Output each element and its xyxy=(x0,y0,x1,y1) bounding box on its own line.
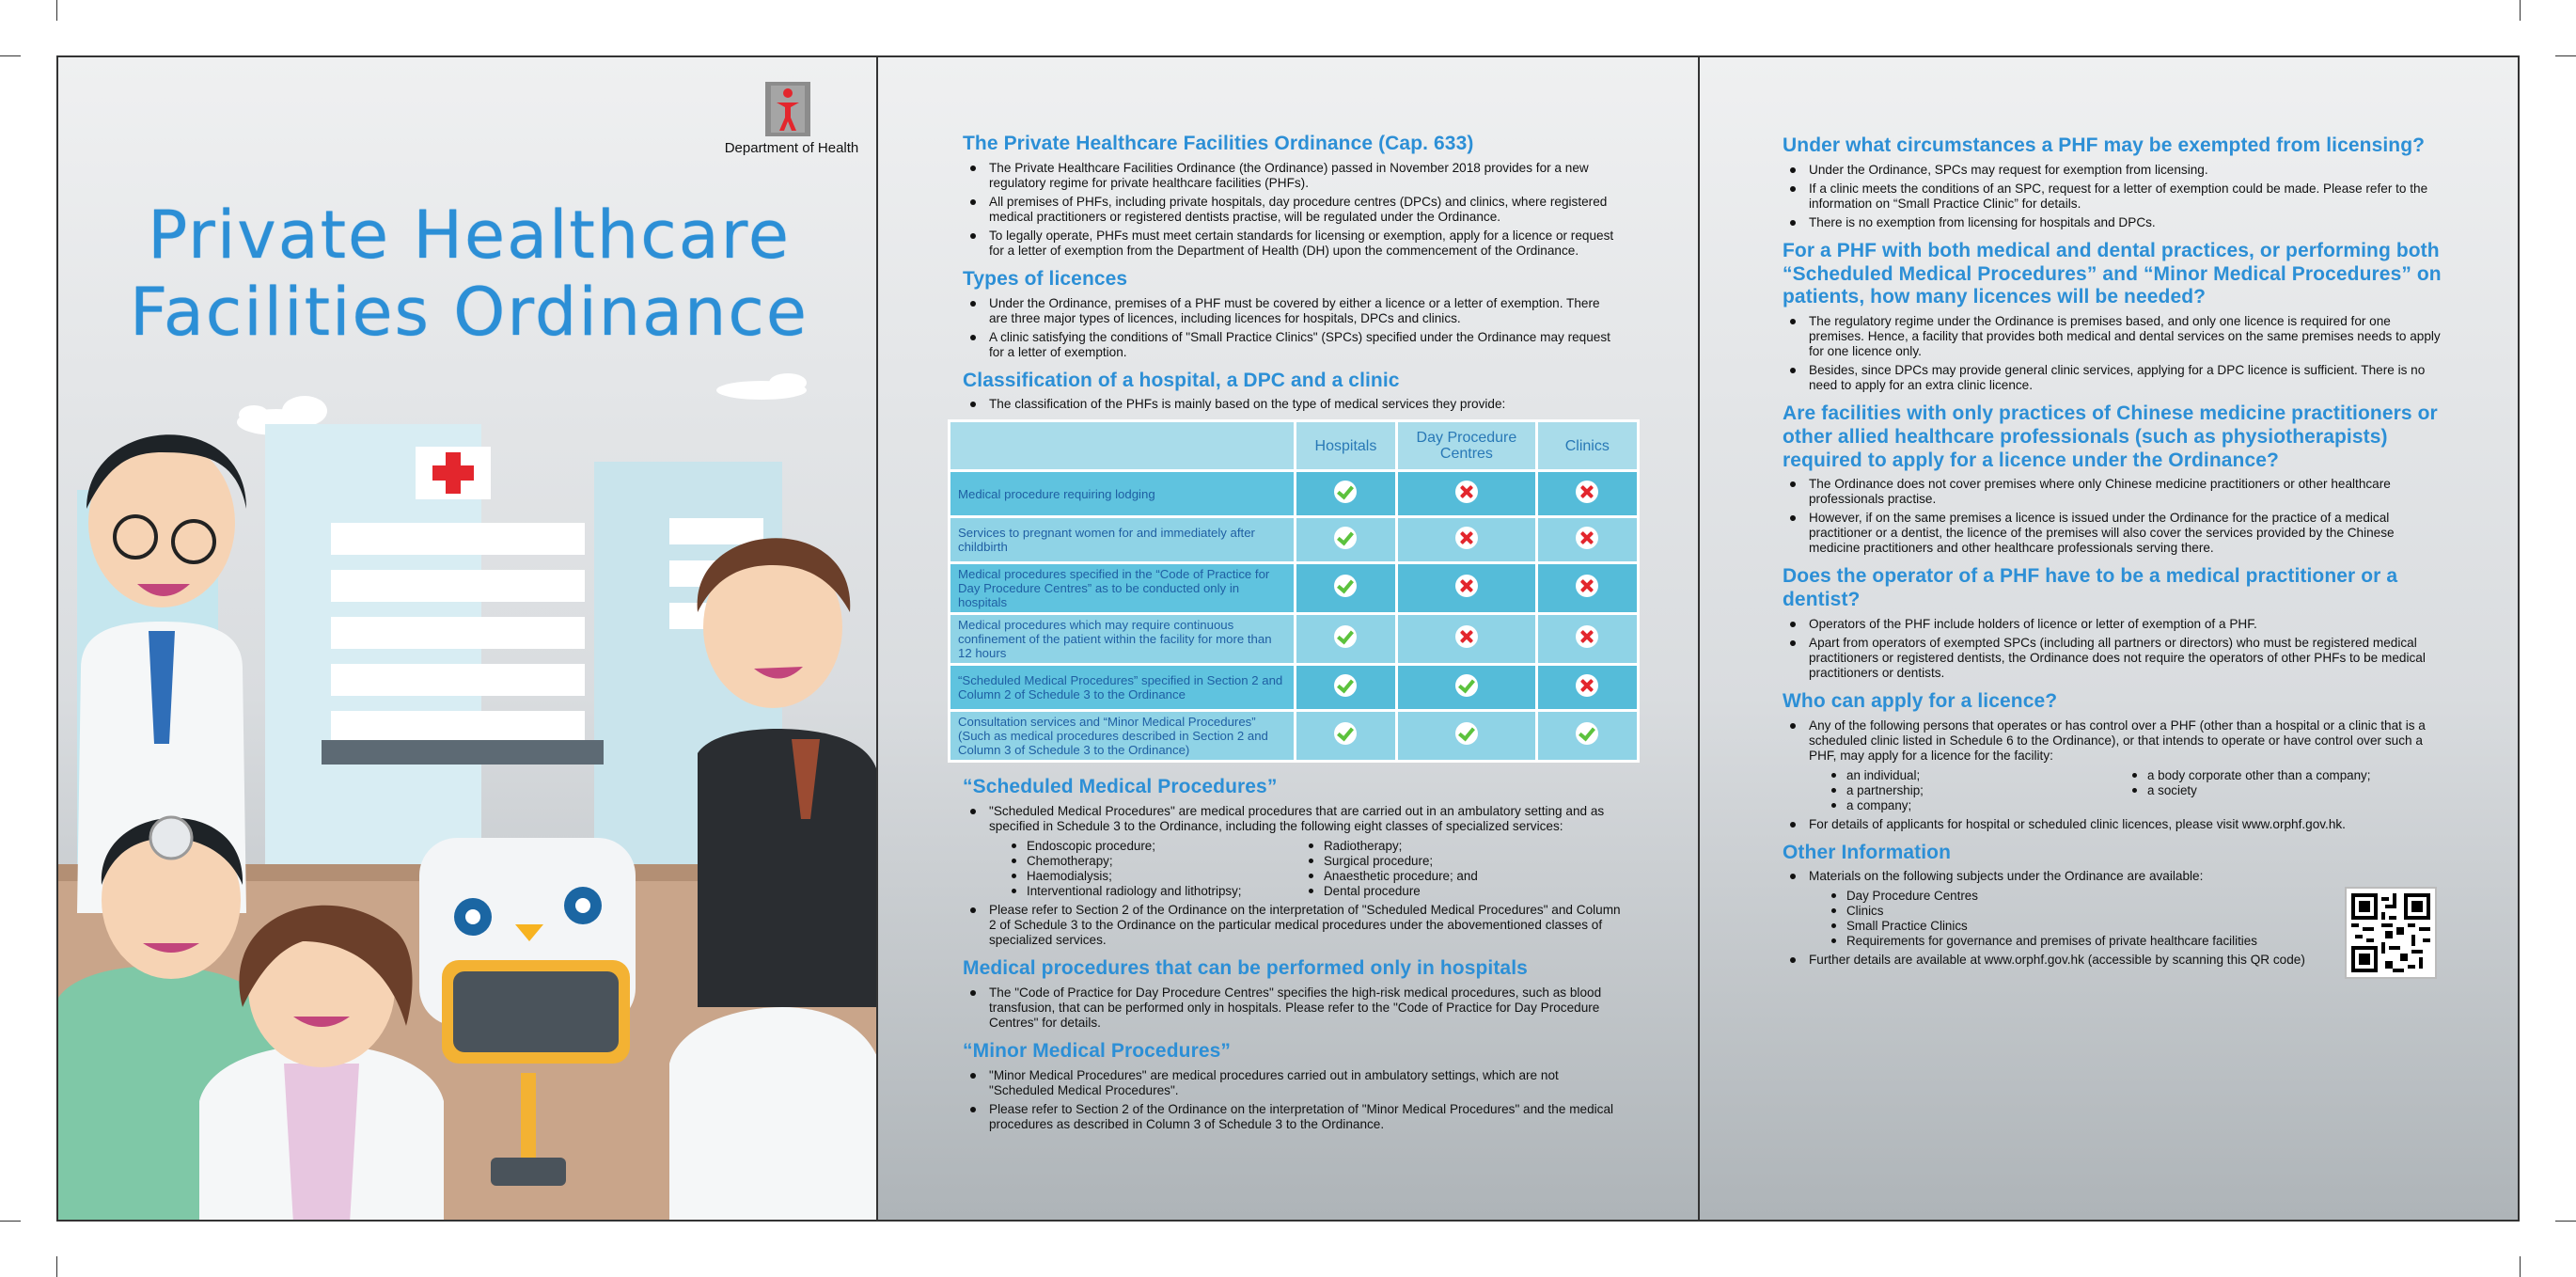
list-item: Apart from operators of exempted SPCs (including all partners or directors) who must be registered medical practitioners or registered dentists, the Ordinance does not require the operators of other PHFs to be medical practitioners or dentists. xyxy=(1809,636,2446,681)
check-icon xyxy=(1334,722,1357,745)
cover-title-line2: Facilities Ordinance xyxy=(130,274,809,351)
table-header-clinics: Clinics xyxy=(1538,422,1637,469)
applicant-type: a partnership; xyxy=(1846,783,2147,798)
section-classification-title: Classification of a hospital, a DPC and a clinic xyxy=(963,369,1400,391)
mark-cell xyxy=(1398,615,1534,663)
mark-cell xyxy=(1296,518,1396,561)
panel-3-content xyxy=(1783,134,2446,971)
list-item: The Private Healthcare Facilities Ordinance (the Ordinance) passed in November 2018 provides for a new regulatory regime for private healthcare facilities (PHFs). xyxy=(989,161,1621,191)
other-information-title: Other Information xyxy=(1783,841,1952,863)
service-class: Anaesthetic procedure; and xyxy=(1324,869,1621,884)
section-hospital-only-list xyxy=(963,985,1621,1031)
row-description: Services to pregnant women for and immediately after childbirth xyxy=(950,518,1294,561)
section-minor-title: “Minor Medical Procedures” xyxy=(963,1039,1232,1062)
section-licences-title: Types of licences xyxy=(963,267,1128,290)
section-minor-list xyxy=(963,1068,1621,1132)
mark-cell xyxy=(1398,666,1534,709)
material-subject: Requirements for governance and premises of private healthcare facilities xyxy=(1846,934,2364,949)
panel-2-content xyxy=(958,133,1621,1136)
check-icon xyxy=(1334,575,1357,597)
section-scheduled-list xyxy=(963,804,1621,948)
section-classification-list xyxy=(963,397,1621,412)
mark-cell xyxy=(1398,518,1534,561)
table-row xyxy=(950,666,1637,709)
panel-3 xyxy=(1698,55,2520,1222)
mark-cell xyxy=(1296,615,1396,663)
applicant-type: a society xyxy=(2147,783,2448,798)
row-description: Consultation services and “Minor Medical Procedures” (Such as medical procedures described in Section 2 and Column 3 of Schedule 3 to the Ordinance) xyxy=(950,712,1294,760)
table-row xyxy=(950,712,1637,760)
applicant-types-list xyxy=(1809,768,2448,813)
table-header-empty xyxy=(950,422,1294,469)
section-ordinance-list xyxy=(963,161,1621,259)
list-item: A clinic satisfying the conditions of "Small Practice Clinics" (SPCs) specified under the Ordinance may request for a letter of exemption. xyxy=(989,330,1621,360)
service-class: Endoscopic procedure; xyxy=(1027,839,1324,854)
list-item: To legally operate, PHFs must meet certain standards for licensing or exemption, apply for a licence or request for a letter of exemption from the Department of Health (DH) upon the commencement of the Ordinance. xyxy=(989,229,1621,259)
list-item: For details of applicants for hospital or scheduled clinic licences, please visit www.orphf.gov.hk. xyxy=(1809,817,2446,832)
cross-icon xyxy=(1455,625,1478,648)
mark-cell xyxy=(1538,564,1637,612)
mark-cell xyxy=(1538,666,1637,709)
q-operator-title: Does the operator of a PHF have to be a medical practitioner or a dentist? xyxy=(1783,565,2398,611)
list-item: However, if on the same premises a licence is issued under the Ordinance for the practice of a medical practitioner or a dentist, the licence of the premises will also cover the services provided by the Chinese medicine practitioners and other healthcare professionals serving there. xyxy=(1809,511,2446,556)
materials-list xyxy=(1809,889,2364,949)
mark-cell xyxy=(1538,615,1637,663)
list-item: Besides, since DPCs may provide general clinic services, applying for a DPC licence is sufficient. There is no need to apply for an extra clinic licence. xyxy=(1809,363,2446,393)
cover-panel xyxy=(56,55,878,1222)
cross-icon xyxy=(1455,527,1478,549)
check-icon xyxy=(1455,674,1478,697)
classification-table xyxy=(948,419,1640,763)
cross-icon xyxy=(1576,674,1598,697)
mark-cell xyxy=(1296,472,1396,515)
list-item: Please refer to Section 2 of the Ordinance on the interpretation of "Minor Medical Procedures" and the medical procedures as described in Column 3 of Schedule 3 to the Ordinance. xyxy=(989,1102,1621,1132)
list-item: Under the Ordinance, premises of a PHF must be covered by either a licence or a letter of exemption. There are three major types of licences, including licences for hospitals, DPCs and clinics. xyxy=(989,296,1621,326)
cross-icon xyxy=(1576,481,1598,503)
cross-icon xyxy=(1455,481,1478,503)
mark-cell xyxy=(1398,712,1534,760)
qr-code-icon xyxy=(2351,893,2430,972)
cover-illustration xyxy=(58,349,878,1222)
service-class: Haemodialysis; xyxy=(1027,869,1324,884)
department-of-health-logo xyxy=(765,82,810,136)
table-header-row xyxy=(950,422,1637,469)
table-row xyxy=(950,472,1637,515)
check-icon xyxy=(1334,625,1357,648)
list-item xyxy=(1809,869,2364,949)
q-operator-list xyxy=(1783,617,2446,681)
mark-cell xyxy=(1538,712,1637,760)
list-item: All premises of PHFs, including private hospitals, day procedure centres (DPCs) and clinics, where registered medical practitioners or registered dentists practise, will be regulated under the Ordinance. xyxy=(989,195,1621,225)
material-subject: Day Procedure Centres xyxy=(1846,889,2364,904)
row-description: Medical procedures which may require continuous confinement of the patient within the facility for more than 12 hours xyxy=(950,615,1294,663)
service-class: Chemotherapy; xyxy=(1027,854,1324,869)
table-row xyxy=(950,564,1637,612)
check-icon xyxy=(1334,674,1357,697)
check-icon xyxy=(1334,527,1357,549)
specialized-services-list xyxy=(989,839,1621,899)
q-licence-count-list xyxy=(1783,314,2446,393)
dept-name: Department of Health xyxy=(724,140,859,156)
mark-cell xyxy=(1296,666,1396,709)
service-class: Radiotherapy; xyxy=(1324,839,1621,854)
check-icon xyxy=(1455,722,1478,745)
cross-icon xyxy=(1455,575,1478,597)
q-who-can-apply-title: Who can apply for a licence? xyxy=(1783,689,2058,712)
service-class: Dental procedure xyxy=(1324,884,1621,899)
section-licences-list xyxy=(963,296,1621,360)
list-item: The "Code of Practice for Day Procedure Centres" specifies the high-risk medical procedures, such as blood transfusion, that can be performed only in hospitals. Please refer to the "Code of Practice for Day Procedure Centres" for details. xyxy=(989,985,1621,1031)
list-item-text: Any of the following persons that operates or has control over a PHF (other than a hospital or a clinic that is a scheduled clinic listed in Schedule 6 to the Ordinance), or that intends to operate or have control over such a PHF, may apply for a licence for the facility: xyxy=(1809,717,2426,763)
mark-cell xyxy=(1398,564,1534,612)
section-scheduled-title: “Scheduled Medical Procedures” xyxy=(963,776,1278,798)
list-item: Further details are available at www.orphf.gov.hk (accessible by scanning this QR code) xyxy=(1809,953,2364,968)
q-exemption-title: Under what circumstances a PHF may be exempted from licensing? xyxy=(1783,134,2426,156)
cross-icon xyxy=(1576,527,1598,549)
table-header-hospitals: Hospitals xyxy=(1296,422,1396,469)
check-icon xyxy=(1334,481,1357,503)
section-hospital-only-title: Medical procedures that can be performed only in hospitals xyxy=(963,957,1528,980)
mark-cell xyxy=(1538,518,1637,561)
list-item: There is no exemption from licensing for hospitals and DPCs. xyxy=(1809,215,2446,230)
service-class: Interventional radiology and lithotripsy; xyxy=(1027,884,1324,899)
q-chinese-medicine-list xyxy=(1783,477,2446,556)
panel-2 xyxy=(876,55,1700,1222)
cross-icon xyxy=(1576,575,1598,597)
list-item xyxy=(989,804,1621,899)
list-item: If a clinic meets the conditions of an SPC, request for a letter of exemption could be made. Please refer to the information on “Small Practice Clinic” for details. xyxy=(1809,181,2446,212)
list-item-text: Materials on the following subjects under the Ordinance are available: xyxy=(1809,869,2204,884)
q-exemption-list xyxy=(1783,163,2446,230)
table-row xyxy=(950,518,1637,561)
row-description: Medical procedures specified in the “Code of Practice for Day Procedure Centres” as to be conducted only in hospitals xyxy=(950,564,1294,612)
list-item: "Minor Medical Procedures" are medical procedures carried out in ambulatory settings, which are not "Scheduled Medical Procedures". xyxy=(989,1068,1621,1098)
q-licence-count-title: For a PHF with both medical and dental practices, or performing both “Scheduled Medical Procedures” and “Minor Medical Procedures” on patients, how many licences will be needed? xyxy=(1783,239,2442,308)
other-information-list xyxy=(1783,869,2364,968)
list-item xyxy=(1809,718,2446,813)
list-item: The Ordinance does not cover premises where only Chinese medicine practitioners or other healthcare professionals practise. xyxy=(1809,477,2446,507)
applicant-type: a body corporate other than a company; xyxy=(2147,768,2448,783)
list-item: Please refer to Section 2 of the Ordinance on the interpretation of "Scheduled Medical Procedures" and Column 2 of Schedule 3 to the Ordinance on the particular medical procedures under the abovementioned classes of specialized services. xyxy=(989,903,1621,948)
cross-icon xyxy=(1576,625,1598,648)
material-subject: Clinics xyxy=(1846,904,2364,919)
section-ordinance-title: The Private Healthcare Facilities Ordinance (Cap. 633) xyxy=(963,133,1474,154)
row-description: Medical procedure requiring lodging xyxy=(950,472,1294,515)
qr-code[interactable] xyxy=(2345,887,2437,979)
list-item-text: "Scheduled Medical Procedures" are medical procedures that are carried out in an ambulatory setting and as specified in Schedule 3 to the Ordinance, including the following eight classes of specialized services: xyxy=(989,804,1605,834)
cover-title xyxy=(58,197,878,351)
list-item: Under the Ordinance, SPCs may request for exemption from licensing. xyxy=(1809,163,2446,178)
table-header-dpc: Day Procedure Centres xyxy=(1398,422,1534,469)
list-item: Operators of the PHF include holders of licence or letter of exemption of a PHF. xyxy=(1809,617,2446,632)
q-who-can-apply-list xyxy=(1783,718,2446,832)
check-icon xyxy=(1576,722,1598,745)
service-class: Surgical procedure; xyxy=(1324,854,1621,869)
table-row xyxy=(950,615,1637,663)
mark-cell xyxy=(1538,472,1637,515)
applicant-type: an individual; xyxy=(1846,768,2147,783)
applicant-type: a company; xyxy=(1846,798,2147,813)
mark-cell xyxy=(1296,712,1396,760)
mark-cell xyxy=(1398,472,1534,515)
list-item: The classification of the PHFs is mainly based on the type of medical services they provide: xyxy=(989,397,1621,412)
cover-title-line1: Private Healthcare xyxy=(148,197,791,274)
mark-cell xyxy=(1296,564,1396,612)
material-subject: Small Practice Clinics xyxy=(1846,919,2364,934)
list-item: The regulatory regime under the Ordinance is premises based, and only one licence is required for one premises. Hence, a facility that provides both medical and dental services on the same premises needs to apply for one licence only. xyxy=(1809,314,2446,359)
row-description: “Scheduled Medical Procedures” specified in Section 2 and Column 2 of Schedule 3 to the Ordinance xyxy=(950,666,1294,709)
q-chinese-medicine-title: Are facilities with only practices of Chinese medicine practitioners or other allied healthcare professionals (such as physiotherapists) required to apply for a licence under the Ordinance? xyxy=(1783,402,2438,471)
